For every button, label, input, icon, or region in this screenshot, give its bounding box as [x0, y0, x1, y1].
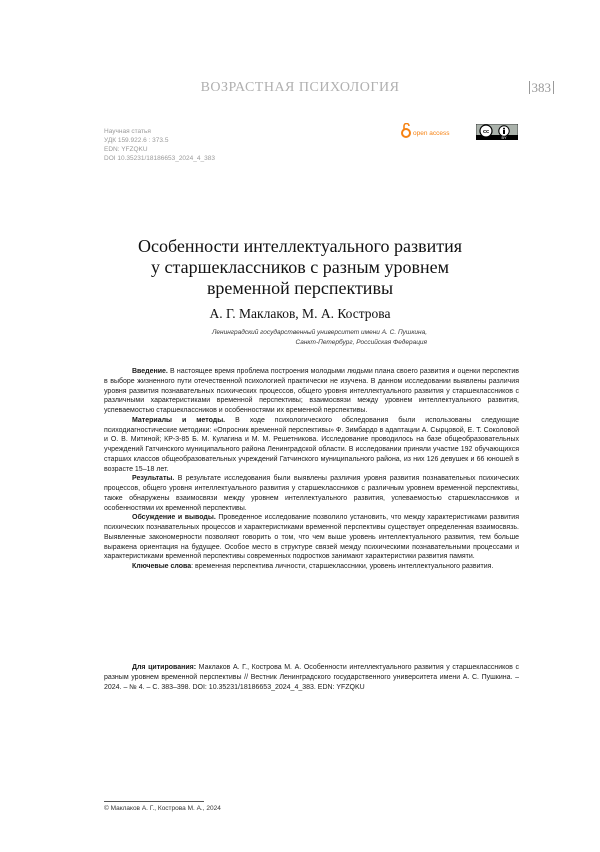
citation-label: Для цитирования:	[132, 664, 197, 671]
cc-by-license-badge	[476, 124, 518, 140]
footnote-rule	[104, 801, 204, 802]
page-number	[527, 80, 557, 96]
citation	[104, 663, 519, 692]
running-head: ВОЗРАСТНАЯ ПСИХОЛОГИЯ	[200, 80, 400, 95]
abstract-discussion	[104, 513, 519, 562]
affiliation-line: Санкт-Петербург, Российская Федерация	[295, 339, 427, 346]
open-access-logo	[400, 123, 474, 141]
title-line: временной перспективы	[206, 278, 394, 298]
edn-code: EDN: YFZQKU	[104, 146, 148, 153]
results-text: В результате исследования были выявлены различия уровня развития познавательных психических процессов, общего уровня интеллектуального развития у старшеклассников с различным уровнем временной перспективы, также обнаружены взаимосвязи между уровнем интеллектуального развития, успеваемостью старшеклассников и особенностями их временной перспективы.	[104, 475, 519, 512]
copyright: © Маклаков А. Г., Кострова М. А., 2024	[104, 805, 221, 812]
abstract-introduction	[104, 367, 519, 416]
udc-code: УДК 159.922.6 : 373.5	[104, 137, 169, 144]
methods-text: В ходе психологического обследования были использованы следующие психодиагностические методики: «Опросник временной перспективы» Ф. Зимбардо в адаптации А. Сырцовой, Е. Т. Соколовой и О. В. Митиной; КР-3-85 Б. М. Кулагина и М. М. Решетникова. Исследование проводилось на базе общеобразовательных учреждений Гатчинского муниципального района Ленинградской области. В исследовании приняли участие 192 обучающихся старших классов общеобразовательных учреждений Гатчинского муниципального района, из них 126 девушек и 66 юношей в возрасте 15–18 лет.	[104, 416, 519, 473]
page-number-right-bar	[553, 81, 554, 94]
by-label: BY	[501, 136, 507, 140]
abstract-results	[104, 474, 519, 513]
keywords-text: : временная перспектива личности, старшеклассники, уровень интеллектуального развития.	[191, 563, 494, 570]
citation-text: Маклаков А. Г., Кострова М. А. Особенности интеллектуального развития у старшеклассников с разным уровнем временной перспективы // Вестник Ленинградского государственного университета имени А. С. Пушкина. – 2024. – № 4. – С. 383–398. DOI: 10.35231/18186653_2024_4_383. EDN: YFZQKU	[104, 664, 520, 691]
attribution-body	[503, 130, 505, 134]
citation-paragraph	[104, 663, 519, 692]
article-type: Научная статья	[104, 128, 151, 135]
title-line: Особенности интеллектуального развития	[138, 236, 462, 256]
discussion-label: Обсуждение и выводы.	[132, 514, 216, 522]
article-metadata	[104, 127, 215, 163]
attribution-head	[503, 128, 505, 130]
cc-icon-text: cc	[482, 129, 490, 136]
keywords-label: Ключевые слова	[132, 563, 192, 570]
discussion-text: Проведенное исследование позволило установить, что между характеристиками развития психических познавательных процессов и характеристиками временной перспективы существует определенная взаимосвязь. Выявленные закономерности позволяют говорить о том, что чем выше уровень интеллектуального развития, тем больше выражена ориентация на будущее. Особое место в структуре связей между психическими познавательными процессами и характеристиками временной перспективы современных подростков занимают характеристики развития памяти.	[104, 514, 519, 561]
authors: А. Г. Маклаков, М. А. Кострова	[209, 306, 391, 321]
doi: DOI 10.35231/18186653_2024_4_383	[104, 155, 215, 162]
title-line: у старшеклассников с разным уровнем	[151, 257, 449, 277]
abstract-methods	[104, 416, 519, 475]
open-access-text: open access	[413, 130, 450, 137]
methods-label: Материалы и методы.	[132, 416, 226, 424]
affiliation-line: Ленинградский государственный университет имени А. С. Пушкина,	[211, 329, 427, 336]
introduction-text: В настоящее время проблема построения молодыми людьми плана своего развития и оценки перспектив в выборе жизненного пути отечественной психологией практически не изучена. В данном исследовании выявлены различия уровня развития познавательных психических процессов, общего уровня интеллектуального развития у старшеклассников с различными характеристиками временной перспективы; взаимосвязи между уровнем интеллектуального развития, успеваемостью старшеклассников и особенностями их временной перспективы.	[104, 368, 519, 414]
abstract	[104, 367, 519, 572]
page-number-value: 383	[531, 80, 551, 95]
open-access-lock-icon	[402, 129, 410, 137]
introduction-label: Введение.	[132, 368, 168, 375]
article-title	[100, 236, 500, 299]
page-number-left-bar	[529, 81, 530, 94]
abstract-keywords	[104, 562, 519, 572]
results-label: Результаты.	[132, 475, 175, 483]
affiliation	[104, 328, 427, 348]
